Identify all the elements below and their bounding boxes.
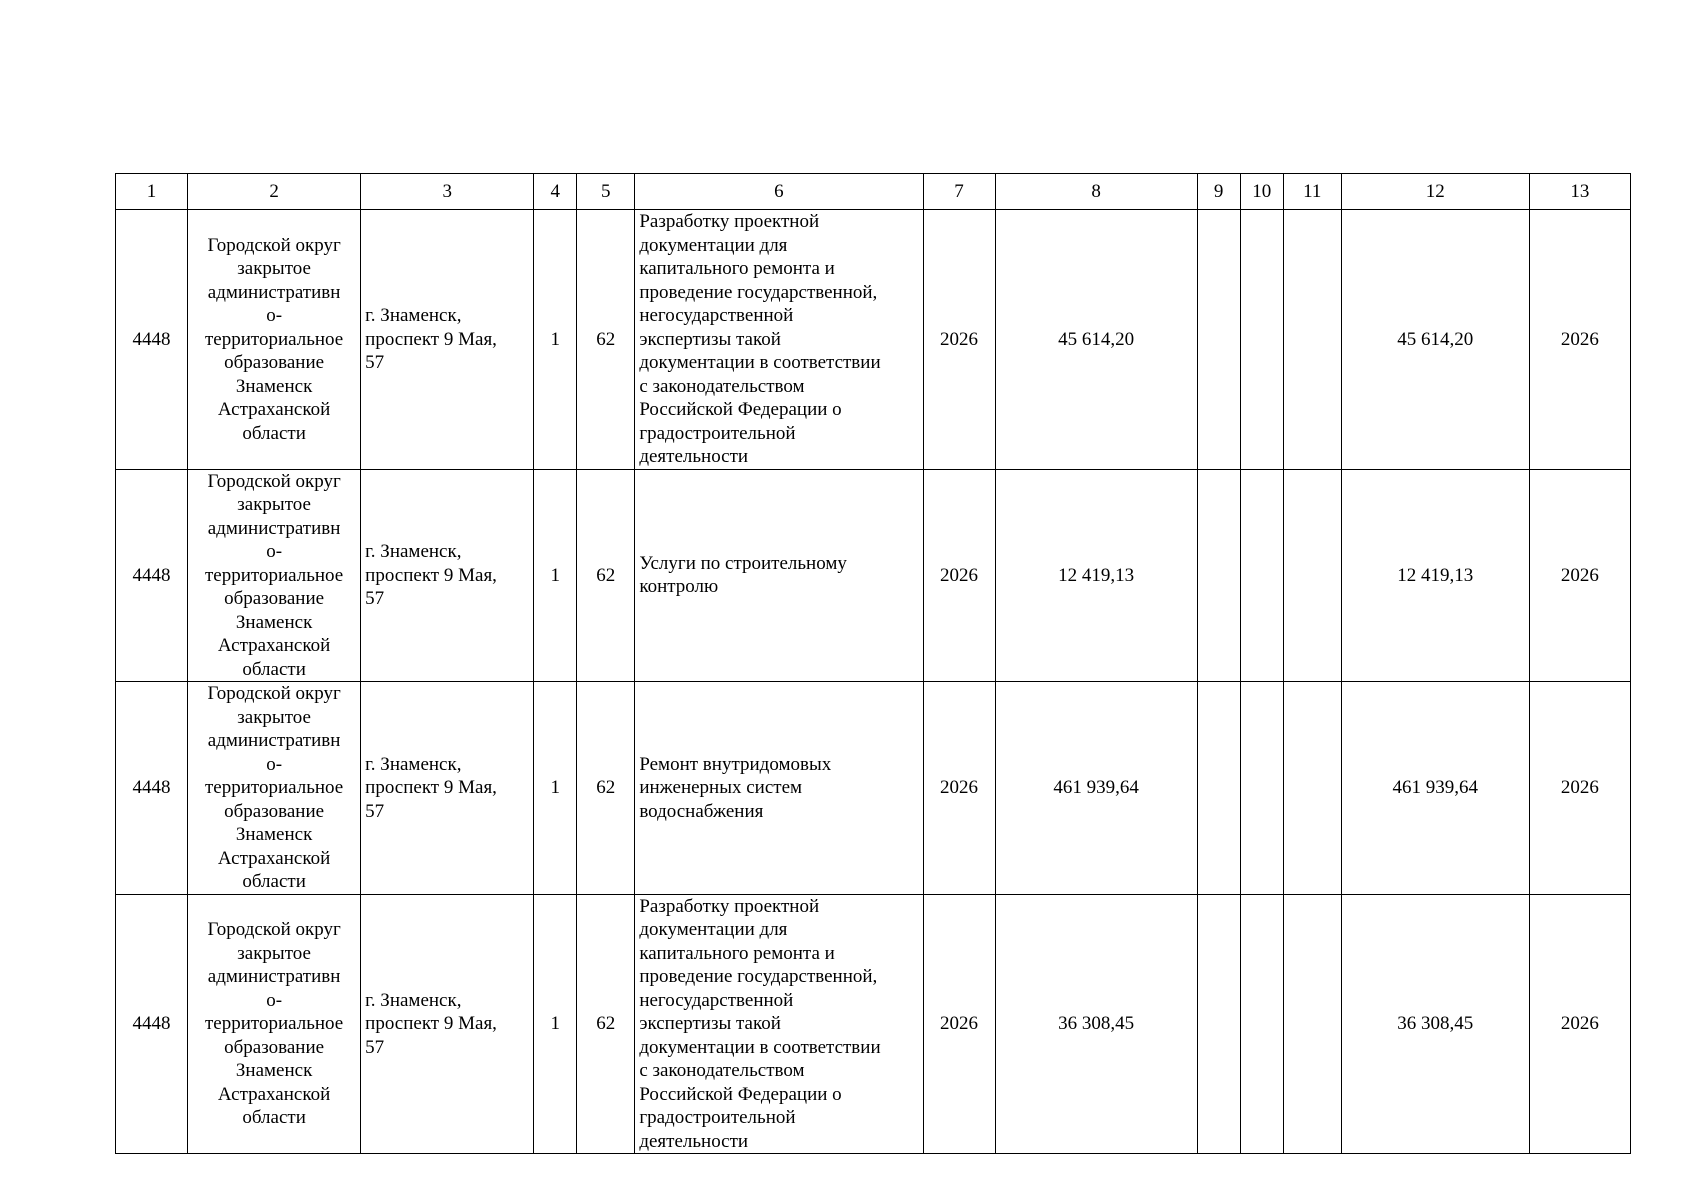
year-cell: 2026 bbox=[923, 210, 995, 470]
work-type-cell-line: негосударственной bbox=[639, 989, 794, 1011]
address-cell-line: 57 bbox=[365, 800, 385, 822]
col5-cell: 62 bbox=[577, 682, 635, 895]
col9-cell bbox=[1197, 682, 1240, 895]
year-cell: 2026 bbox=[923, 894, 995, 1154]
fund-cost-cell: 461 939,64 bbox=[1341, 682, 1529, 895]
municipality-cell-line: Городской округ bbox=[207, 919, 341, 940]
col10-cell bbox=[1240, 894, 1283, 1154]
municipality-cell bbox=[188, 894, 361, 1154]
work-type-cell-line: капитального ремонта и bbox=[639, 258, 835, 279]
col5-cell: 62 bbox=[577, 469, 635, 682]
year-cell: 2026 bbox=[923, 469, 995, 682]
work-type-cell-line: документации в соответствии bbox=[639, 352, 881, 373]
municipality-cell-line: образование bbox=[224, 800, 325, 822]
work-type-cell-line: деятельности bbox=[639, 446, 749, 467]
work-type-cell-line: градостроительной bbox=[639, 1107, 796, 1128]
municipality-cell-line: Астраханской bbox=[217, 635, 331, 656]
col11-cell bbox=[1283, 210, 1341, 470]
work-type-cell-line: Услуги по строительному bbox=[639, 552, 847, 574]
header-cell-6: 6 bbox=[635, 174, 923, 210]
work-type-cell-line: экспертизы такой bbox=[639, 1013, 781, 1034]
work-type-cell-line: документации для bbox=[639, 919, 788, 940]
address-cell-line: проспект 9 Мая, bbox=[365, 777, 497, 798]
header-cell-4: 4 bbox=[534, 174, 577, 210]
address-cell-line: 57 bbox=[365, 352, 385, 373]
municipality-cell-line: закрытое bbox=[237, 706, 311, 728]
total-cost-cell: 45 614,20 bbox=[995, 210, 1197, 470]
col4-cell: 1 bbox=[534, 210, 577, 470]
municipality-cell-line: области bbox=[242, 658, 306, 680]
municipality-cell-line: административн bbox=[207, 517, 341, 539]
work-type-cell-line: деятельности bbox=[639, 1130, 749, 1152]
municipality-cell-line: территориальное bbox=[204, 328, 344, 350]
work-type-cell-line: негосударственной bbox=[639, 305, 794, 326]
municipality-cell-line: Астраханской bbox=[217, 1083, 331, 1105]
municipality-cell-line: области bbox=[242, 871, 306, 892]
completion-year-cell: 2026 bbox=[1529, 682, 1630, 895]
work-type-cell bbox=[635, 682, 923, 895]
address-cell bbox=[361, 210, 534, 470]
col4-cell: 1 bbox=[534, 682, 577, 895]
municipality-cell-line: Знаменск bbox=[235, 375, 313, 397]
address-cell-line: г. Знаменск, bbox=[365, 541, 462, 562]
completion-year-cell: 2026 bbox=[1529, 469, 1630, 682]
header-cell-12: 12 bbox=[1341, 174, 1529, 210]
fund-cost-cell: 36 308,45 bbox=[1341, 894, 1529, 1154]
work-type-cell-line: инженерных систем bbox=[639, 777, 803, 798]
col10-cell bbox=[1240, 469, 1283, 682]
municipality-cell-line: образование bbox=[224, 588, 325, 609]
capital-repair-table bbox=[115, 173, 1631, 1154]
municipality-cell-line: территориальное bbox=[204, 777, 344, 798]
header-cell-3: 3 bbox=[361, 174, 534, 210]
work-type-cell-line: Разработку проектной bbox=[639, 895, 820, 917]
municipality-cell-line: административн bbox=[207, 966, 341, 987]
col10-cell bbox=[1240, 210, 1283, 470]
table-row bbox=[116, 682, 1631, 895]
municipality-cell-line: Городской округ bbox=[207, 470, 341, 492]
work-type-cell-line: капитального ремонта и bbox=[639, 942, 835, 964]
municipality-cell-line: административн bbox=[207, 281, 341, 303]
header-cell-5: 5 bbox=[577, 174, 635, 210]
municipality-cell-line: образование bbox=[224, 1036, 325, 1058]
address-cell-line: г. Знаменск, bbox=[365, 989, 462, 1011]
header-cell-1: 1 bbox=[116, 174, 188, 210]
work-type-cell bbox=[635, 469, 923, 682]
municipality-cell-line: области bbox=[242, 1107, 306, 1128]
municipality-cell bbox=[188, 210, 361, 470]
address-cell-line: 57 bbox=[365, 1036, 385, 1058]
work-type-cell-line: с законодательством bbox=[639, 1060, 805, 1081]
municipality-cell-line: области bbox=[242, 422, 306, 444]
fund-cost-cell: 12 419,13 bbox=[1341, 469, 1529, 682]
work-type-cell bbox=[635, 210, 923, 470]
work-type-cell-line: документации для bbox=[639, 234, 788, 256]
table-row bbox=[116, 210, 1631, 470]
column-number-header-row bbox=[116, 174, 1631, 210]
house-code-cell: 4448 bbox=[116, 894, 188, 1154]
municipality-cell-line: Астраханской bbox=[217, 399, 331, 420]
table-row bbox=[116, 894, 1631, 1154]
col5-cell: 62 bbox=[577, 210, 635, 470]
total-cost-cell: 12 419,13 bbox=[995, 469, 1197, 682]
header-cell-9: 9 bbox=[1197, 174, 1240, 210]
work-type-cell-line: Разработку проектной bbox=[639, 211, 820, 232]
work-type-cell bbox=[635, 894, 923, 1154]
address-cell bbox=[361, 894, 534, 1154]
col5-cell: 62 bbox=[577, 894, 635, 1154]
address-cell-line: проспект 9 Мая, bbox=[365, 564, 497, 586]
work-type-cell-line: Российской Федерации о bbox=[639, 1083, 842, 1105]
address-cell bbox=[361, 682, 534, 895]
address-cell-line: г. Знаменск, bbox=[365, 305, 462, 326]
municipality-cell-line: о- bbox=[266, 989, 283, 1011]
col9-cell bbox=[1197, 894, 1240, 1154]
table-row bbox=[116, 469, 1631, 682]
work-type-cell-line: контролю bbox=[639, 576, 719, 598]
table-body bbox=[116, 210, 1631, 1154]
col9-cell bbox=[1197, 210, 1240, 470]
address-cell-line: проспект 9 Мая, bbox=[365, 1013, 497, 1034]
col10-cell bbox=[1240, 682, 1283, 895]
house-code-cell: 4448 bbox=[116, 210, 188, 470]
work-type-cell-line: документации в соответствии bbox=[639, 1036, 881, 1058]
municipality-cell-line: о- bbox=[266, 753, 283, 775]
municipality-cell-line: Знаменск bbox=[235, 824, 313, 845]
address-cell bbox=[361, 469, 534, 682]
house-code-cell: 4448 bbox=[116, 682, 188, 895]
municipality-cell bbox=[188, 469, 361, 682]
year-cell: 2026 bbox=[923, 682, 995, 895]
municipality-cell-line: закрытое bbox=[237, 942, 311, 964]
municipality-cell-line: закрытое bbox=[237, 258, 311, 279]
col9-cell bbox=[1197, 469, 1240, 682]
completion-year-cell: 2026 bbox=[1529, 894, 1630, 1154]
address-cell-line: проспект 9 Мая, bbox=[365, 328, 497, 350]
work-type-cell-line: водоснабжения bbox=[639, 800, 764, 822]
municipality-cell-line: Астраханской bbox=[217, 847, 331, 869]
header-cell-8: 8 bbox=[995, 174, 1197, 210]
header-cell-11: 11 bbox=[1283, 174, 1341, 210]
municipality-cell-line: закрытое bbox=[237, 494, 311, 515]
house-code-cell: 4448 bbox=[116, 469, 188, 682]
municipality-cell-line: образование bbox=[224, 352, 325, 373]
header-cell-7: 7 bbox=[923, 174, 995, 210]
col11-cell bbox=[1283, 894, 1341, 1154]
municipality-cell-line: территориальное bbox=[204, 564, 344, 586]
municipality-cell-line: о- bbox=[266, 541, 283, 562]
municipality-cell-line: о- bbox=[266, 305, 283, 326]
work-type-cell-line: Ремонт внутридомовых bbox=[639, 753, 832, 775]
header-cell-13: 13 bbox=[1529, 174, 1630, 210]
work-type-cell-line: с законодательством bbox=[639, 375, 805, 397]
municipality-cell bbox=[188, 682, 361, 895]
col4-cell: 1 bbox=[534, 469, 577, 682]
municipality-cell-line: Городской округ bbox=[207, 683, 341, 704]
municipality-cell-line: территориальное bbox=[204, 1013, 344, 1034]
header-cell-10: 10 bbox=[1240, 174, 1283, 210]
work-type-cell-line: проведение государственной, bbox=[639, 966, 878, 987]
address-cell-line: г. Знаменск, bbox=[365, 753, 462, 775]
municipality-cell-line: Знаменск bbox=[235, 611, 313, 633]
municipality-cell-line: Городской округ bbox=[207, 234, 341, 256]
municipality-cell-line: административн bbox=[207, 730, 341, 751]
municipality-cell-line: Знаменск bbox=[235, 1060, 313, 1081]
work-type-cell-line: Российской Федерации о bbox=[639, 399, 842, 420]
total-cost-cell: 461 939,64 bbox=[995, 682, 1197, 895]
col11-cell bbox=[1283, 469, 1341, 682]
work-type-cell-line: экспертизы такой bbox=[639, 328, 781, 350]
header-cell-2: 2 bbox=[188, 174, 361, 210]
total-cost-cell: 36 308,45 bbox=[995, 894, 1197, 1154]
work-type-cell-line: проведение государственной, bbox=[639, 281, 878, 303]
fund-cost-cell: 45 614,20 bbox=[1341, 210, 1529, 470]
address-cell-line: 57 bbox=[365, 588, 385, 609]
completion-year-cell: 2026 bbox=[1529, 210, 1630, 470]
work-type-cell-line: градостроительной bbox=[639, 422, 796, 444]
col4-cell: 1 bbox=[534, 894, 577, 1154]
col11-cell bbox=[1283, 682, 1341, 895]
